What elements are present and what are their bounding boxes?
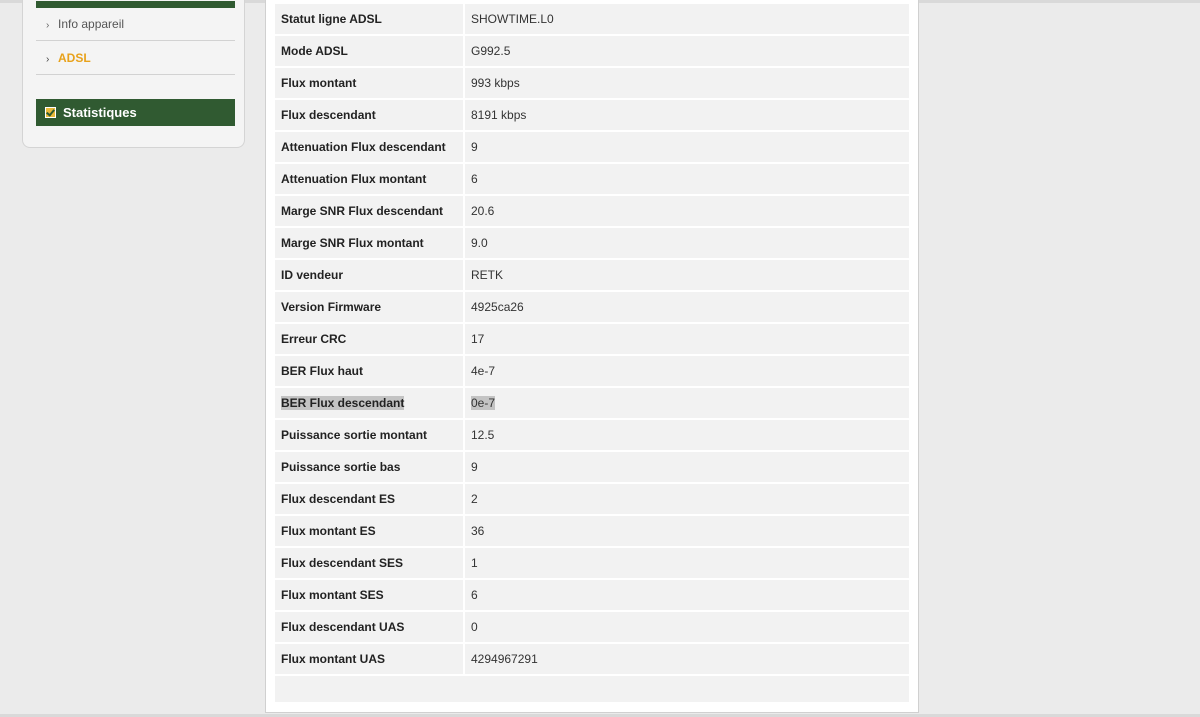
row-value	[465, 644, 909, 674]
row-value	[465, 420, 909, 450]
row-value	[465, 452, 909, 482]
table-row	[275, 388, 909, 418]
row-label-text: Version Firmware	[281, 300, 382, 314]
row-value-text: 9	[471, 140, 478, 154]
row-label	[275, 132, 463, 162]
row-value	[465, 516, 909, 546]
table-row	[275, 132, 909, 162]
table-row	[275, 516, 909, 546]
table-row	[275, 452, 909, 482]
row-label	[275, 580, 463, 610]
row-value	[465, 484, 909, 514]
row-label	[275, 324, 463, 354]
row-value-text: 6	[471, 172, 478, 186]
table-row	[275, 228, 909, 258]
row-value	[465, 196, 909, 226]
chevron-right-icon: ›	[46, 54, 50, 65]
row-label	[275, 388, 463, 418]
row-value-text: 0e-7	[471, 396, 496, 410]
row-label	[275, 516, 463, 546]
row-label	[275, 100, 463, 130]
row-label-text: Attenuation Flux montant	[281, 172, 427, 186]
row-value	[465, 132, 909, 162]
row-label-text: Erreur CRC	[281, 332, 347, 346]
row-value-text: 4294967291	[471, 652, 538, 666]
row-label	[275, 228, 463, 258]
table-row	[275, 100, 909, 130]
row-label-text: Flux descendant UAS	[281, 620, 405, 634]
row-label-text: Flux descendant	[281, 108, 376, 122]
row-value-text: 17	[471, 332, 485, 346]
row-label-text: Flux montant	[281, 76, 357, 90]
row-label-text: Flux montant SES	[281, 588, 384, 602]
section-label: Statistiques	[63, 105, 137, 120]
row-label-text: Marge SNR Flux descendant	[281, 204, 444, 218]
row-label-text: Flux montant UAS	[281, 652, 385, 666]
row-label-text: Mode ADSL	[281, 44, 348, 58]
chevron-right-icon: ›	[46, 20, 50, 31]
table-row	[275, 548, 909, 578]
row-value-text: 12.5	[471, 428, 495, 442]
row-value-text: 0	[471, 620, 478, 634]
row-label	[275, 612, 463, 642]
row-value	[465, 388, 909, 418]
row-value-text: 36	[471, 524, 485, 538]
row-label	[275, 4, 463, 34]
row-value-text: 9	[471, 460, 478, 474]
sidebar-section-statistiques[interactable]	[36, 99, 235, 126]
row-label-text: ID vendeur	[281, 268, 344, 282]
row-label-text: Flux descendant SES	[281, 556, 404, 570]
adsl-stats-table	[275, 4, 909, 702]
row-separator	[275, 674, 909, 676]
row-value	[465, 548, 909, 578]
row-value-text: 4925ca26	[471, 300, 524, 314]
row-value	[465, 100, 909, 130]
table-row	[275, 420, 909, 450]
row-label	[275, 644, 463, 674]
row-value-text: RETK	[471, 268, 504, 282]
sidebar-item-info-appareil[interactable]	[36, 8, 235, 41]
row-value	[465, 612, 909, 642]
row-value	[465, 164, 909, 194]
row-label-text: BER Flux haut	[281, 364, 364, 378]
table-row	[275, 292, 909, 322]
row-label	[275, 196, 463, 226]
sidebar-item-label: Info appareil	[58, 17, 125, 31]
row-value-text: 2	[471, 492, 478, 506]
table-row	[275, 580, 909, 610]
table-row	[275, 356, 909, 386]
sidebar-item-label: ADSL	[58, 51, 91, 65]
sidebar-section-bar	[36, 1, 235, 8]
row-label-text: Puissance sortie montant	[281, 428, 428, 442]
row-label-text: Marge SNR Flux montant	[281, 236, 424, 250]
row-value	[465, 580, 909, 610]
table-row	[275, 164, 909, 194]
row-label-text: Puissance sortie bas	[281, 460, 401, 474]
sidebar-item-adsl[interactable]	[36, 42, 235, 75]
table-row	[275, 68, 909, 98]
sidebar	[22, 0, 245, 148]
row-value-text: 1	[471, 556, 478, 570]
row-value-text: SHOWTIME.L0	[471, 12, 554, 26]
row-value	[465, 356, 909, 386]
row-label	[275, 356, 463, 386]
row-label-text: Flux descendant ES	[281, 492, 396, 506]
row-value	[465, 260, 909, 290]
table-row	[275, 196, 909, 226]
row-label	[275, 260, 463, 290]
row-label-text: Attenuation Flux descendant	[281, 140, 446, 154]
row-label	[275, 292, 463, 322]
row-label-text: Flux montant ES	[281, 524, 376, 538]
table-row	[275, 36, 909, 66]
table-row	[275, 644, 909, 674]
row-label	[275, 484, 463, 514]
table-row	[275, 612, 909, 642]
row-label	[275, 548, 463, 578]
row-label-text: Statut ligne ADSL	[281, 12, 382, 26]
row-label	[275, 452, 463, 482]
row-value	[465, 4, 909, 34]
row-value-text: 20.6	[471, 204, 495, 218]
row-value	[465, 228, 909, 258]
row-label	[275, 164, 463, 194]
row-value-text: 9.0	[471, 236, 488, 250]
row-value-text: 6	[471, 588, 478, 602]
main-panel	[265, 0, 919, 713]
table-row	[275, 484, 909, 514]
table-row	[275, 324, 909, 354]
row-label-text: BER Flux descendant	[281, 396, 405, 410]
row-label	[275, 36, 463, 66]
row-value-text: 8191 kbps	[471, 108, 527, 122]
row-value	[465, 36, 909, 66]
row-value-text: 4e-7	[471, 364, 496, 378]
checkbox-icon	[45, 107, 56, 118]
row-label	[275, 68, 463, 98]
row-value	[465, 324, 909, 354]
table-row	[275, 260, 909, 290]
table-row	[275, 4, 909, 34]
row-value-text: G992.5	[471, 44, 511, 58]
row-value-text: 993 kbps	[471, 76, 520, 90]
row-label	[275, 420, 463, 450]
row-value	[465, 68, 909, 98]
row-value	[465, 292, 909, 322]
